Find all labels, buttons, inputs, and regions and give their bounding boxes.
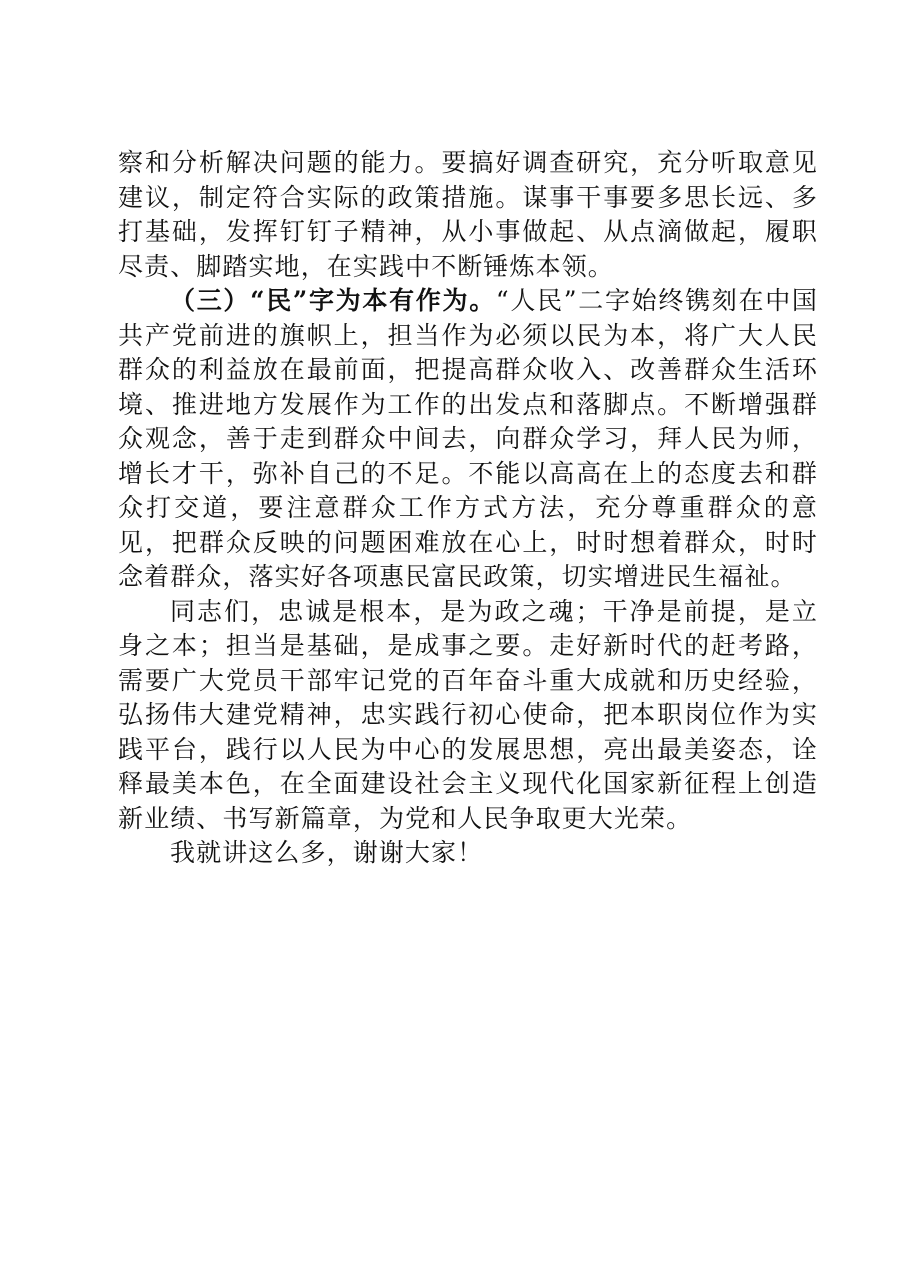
paragraph-continuation: 察和分析解决问题的能力。要搞好调查研究，充分听取意见建议，制定符合实际的政策措施。谋事干事要多思长远、多打基础，发挥钉钉子精神，从小事做起、从点滴做起，履职尽责、脚踏实地，在实践中不断锤炼本领。 [118,148,818,281]
section-heading: （三）“民”字为本有作为。 [170,286,496,315]
paragraph-section-three [118,284,818,595]
document-body [118,146,818,871]
section-body-text: “人民”二字始终镌刻在中国共产党前进的旗帜上，担当作为必须以民为本，将广大人民群众的利益放在最前面，把提高群众收入、改善群众生活环境、推进地方发展作为工作的出发点和落脚点。不断增强群众观念，善于走到群众中间去，向群众学习，拜人民为师，增长才干，弥补自己的不足。不能以高高在上的态度去和群众打交道，要注意群众工作方式方法，充分尊重群众的意见，把群众反映的问题困难放在心上，时时想着群众，时时念着群众，落实好各项惠民富民政策，切实增进民生福祉。 [118,286,818,591]
paragraph-closing-thanks: 我就讲这么多，谢谢大家！ [170,838,484,867]
paragraph-closing-summary: 同志们，忠诚是根本，是为政之魂；干净是前提，是立身之本；担当是基础，是成事之要。走好新时代的赶考路，需要广大党员干部牢记党的百年奋斗重大成就和历史经验，弘扬伟大建党精神，忠实践行初心使命，把本职岗位作为实践平台，践行以人民为中心的发展思想，亮出最美姿态，诠释最美本色，在全面建设社会主义现代化国家新征程上创造新业绩、书写新篇章，为党和人民争取更大光荣。 [118,596,818,833]
